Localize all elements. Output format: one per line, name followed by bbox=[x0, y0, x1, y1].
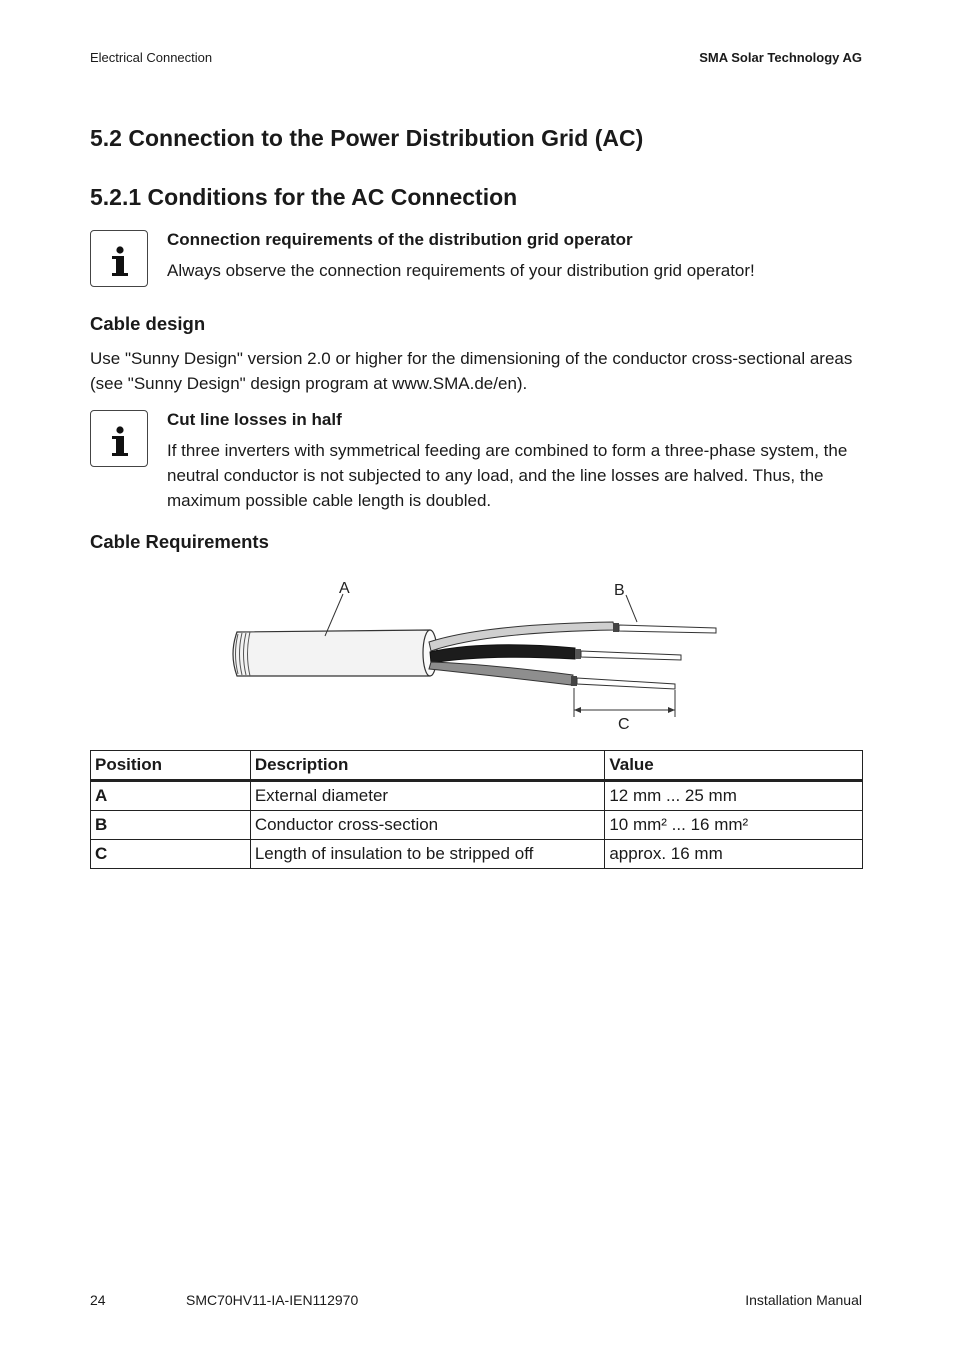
table-header-row bbox=[91, 751, 863, 781]
info-icon bbox=[90, 230, 148, 287]
table-cell-description: Length of insulation to be stripped off bbox=[250, 840, 605, 869]
table-cell-description: Conductor cross-section bbox=[250, 811, 605, 840]
table-cell-position: C bbox=[91, 840, 251, 869]
table-cell-description: External diameter bbox=[250, 781, 605, 811]
cable-requirements-heading: Cable Requirements bbox=[90, 531, 269, 552]
table-cell-position: A bbox=[91, 781, 251, 811]
note-text: If three inverters with symmetrical feeding are combined to form a three-phase system, the neutral conductor is not subjected to any load, and the line losses are halved. Thus, the maximum possible cable length is doubled. bbox=[167, 441, 848, 510]
footer-document-id: SMC70HV11-IA-IEN112970 bbox=[186, 1292, 359, 1308]
table-cell-value: approx. 16 mm bbox=[605, 840, 863, 869]
header-company-name: SMA Solar Technology AG bbox=[699, 50, 862, 65]
table-cell-position: B bbox=[91, 811, 251, 840]
table-cell-value: 12 mm ... 25 mm bbox=[605, 781, 863, 811]
table-row bbox=[91, 781, 863, 811]
note-text: Always observe the connection requirements of your distribution grid operator! bbox=[167, 261, 755, 280]
info-icon bbox=[90, 410, 148, 467]
subsection-heading: 5.2.1 Conditions for the AC Connection bbox=[90, 184, 518, 210]
cable-illustration bbox=[225, 572, 725, 732]
cable-diagram bbox=[225, 572, 725, 732]
table-row bbox=[91, 840, 863, 869]
cable-requirements-table bbox=[90, 750, 863, 869]
table-header-cell: Description bbox=[250, 751, 605, 781]
table-header-cell: Position bbox=[91, 751, 251, 781]
table-header-cell: Value bbox=[605, 751, 863, 781]
label-b: B bbox=[614, 582, 625, 599]
table-row bbox=[91, 811, 863, 840]
note-title: Connection requirements of the distribution grid operator bbox=[167, 230, 633, 249]
footer-page-number: 24 bbox=[90, 1292, 106, 1308]
label-c: C bbox=[618, 716, 630, 732]
label-a: A bbox=[339, 580, 350, 597]
section-heading: 5.2 Connection to the Power Distribution Grid (AC) bbox=[90, 125, 644, 151]
cable-design-text: Use "Sunny Design" version 2.0 or higher for the dimensioning of the conductor cross-sectional areas (see "Sunny Design" design program at www.SMA.de/en). bbox=[90, 349, 853, 393]
note-distribution-grid bbox=[167, 229, 862, 283]
cable-design-heading: Cable design bbox=[90, 313, 206, 334]
header-section-title: Electrical Connection bbox=[90, 50, 213, 65]
note-line-losses bbox=[167, 409, 862, 513]
table-cell-value: 10 mm² ... 16 mm² bbox=[605, 811, 863, 840]
note-title: Cut line losses in half bbox=[167, 410, 342, 429]
footer-document-type: Installation Manual bbox=[745, 1292, 862, 1308]
